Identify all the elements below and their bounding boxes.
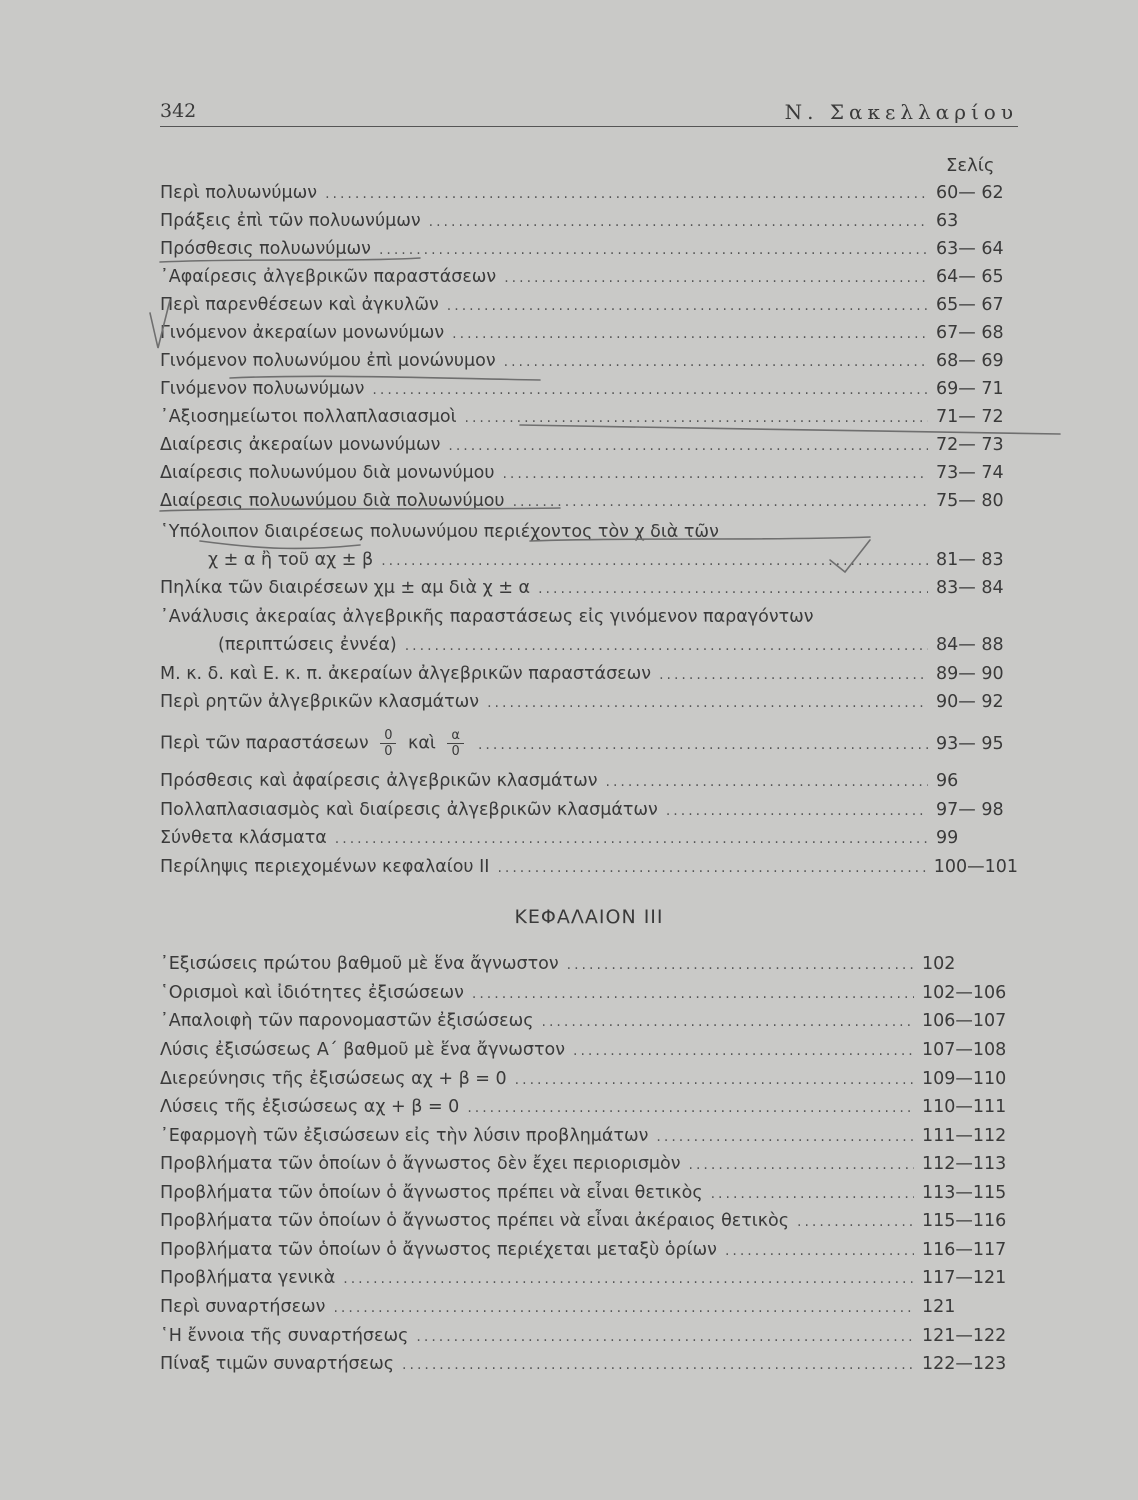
toc-entry: Σύνθετα κλάσματα ..... 99 [160, 828, 1018, 856]
toc-entry: Διερεύνησις τῆς ἐξισώσεως αχ + β = 0 ..... 109—110 [160, 1069, 1018, 1097]
page-number: 342 [160, 100, 197, 122]
toc-entry: Πράξεις ἐπὶ τῶν πολυωνύμων ..... 63 [160, 211, 1018, 239]
toc-entry: Περὶ παρενθέσεων καὶ ἀγκυλῶν ..... 65— 67 [160, 295, 1018, 323]
toc-entry: Διαίρεσις ἀκεραίων μονωνύμων ..... 72— 73 [160, 435, 1018, 463]
toc-entry: Προβλήματα γενικὰ ..... 117—121 [160, 1268, 1018, 1296]
toc-entry: Γινόμενον πολυωνύμων ..... 69— 71 [160, 379, 1018, 407]
toc-entry: Μ. κ. δ. καὶ Ε. κ. π. ἀκεραίων ἀλγεβρικῶν παραστάσεων ..... 89— 90 [160, 664, 1018, 692]
chapter-heading: ΚΕΦΑΛΑΙΟΝ III [514, 906, 664, 928]
toc-entry: Περίληψις περιεχομένων κεφαλαίου II ..... 100—101 [160, 857, 1018, 885]
fraction-a-over-0: $\frac{\alpha}{0}$ [447, 728, 464, 759]
toc-entry: Πολλαπλασιασμὸς καὶ διαίρεσις ἀλγεβρικῶν κλασμάτων ..... 97— 98 [160, 800, 1018, 828]
toc-entry: Λύσις ἐξισώσεως Α΄ βαθμοῦ μὲ ἕνα ἄγνωστον ..... 107—108 [160, 1040, 1018, 1068]
toc-entry: Πρόσθεσις καὶ ἀφαίρεσις ἀλγεβρικῶν κλασμάτων ..... 96 [160, 771, 1018, 799]
toc-entry: ᾿Εφαρμογὴ τῶν ἐξισώσεων εἰς τὴν λύσιν προβλημάτων ..... 111—112 [160, 1126, 1018, 1154]
toc-entry: Προβλήματα τῶν ὁποίων ὁ ἄγνωστος δὲν ἔχει περιορισμὸν ..... 112—113 [160, 1154, 1018, 1182]
toc-entry: Πίναξ τιμῶν συναρτήσεως ..... 122—123 [160, 1354, 1018, 1382]
toc-entry: ᾿Εξισώσεις πρώτου βαθμοῦ μὲ ἕνα ἄγνωστον ..... 102 [160, 954, 1018, 982]
column-heading: Σελίς [946, 155, 995, 176]
toc-entry: Λύσεις τῆς ἐξισώσεως αχ + β = 0 ..... 110—111 [160, 1097, 1018, 1125]
toc-entry: Περὶ πολυωνύμων ..... 60— 62 [160, 183, 1018, 211]
toc-entry: Πηλίκα τῶν διαιρέσεων χμ ± αμ διὰ χ ± α ..... 83— 84 [160, 578, 1018, 606]
toc-entry-continuation: χ ± α ἢ τοῦ αχ ± β ..... 81— 83 [208, 550, 1018, 578]
toc-entry: Προβλήματα τῶν ὁποίων ὁ ἄγνωστος περιέχεται μεταξὺ ὁρίων ..... 116—117 [160, 1240, 1018, 1268]
page-header [160, 100, 1018, 127]
running-head: Ν. Σακελλαρίου [784, 100, 1018, 124]
toc-entry: Περὶ τῶν παραστάσεων $\frac{0}{0}$ καὶ $\frac{\alpha}{0}$ ..... 93— 95 [160, 728, 1018, 764]
toc-entry: ῾Ορισμοὶ καὶ ἰδιότητες ἐξισώσεων ..... 102—106 [160, 983, 1018, 1011]
toc-entry: Προβλήματα τῶν ὁποίων ὁ ἄγνωστος πρέπει νὰ εἶναι ἀκέραιος θετικὸς ..... 115—116 [160, 1211, 1018, 1239]
toc-entry: ᾿Ανάλυσις ἀκεραίας ἀλγεβρικῆς παραστάσεως εἰς γινόμενον παραγόντων [160, 607, 814, 627]
toc-entry-continuation: (περιπτώσεις ἐννέα) ..... 84— 88 [218, 635, 1018, 663]
toc-entry: Περὶ συναρτήσεων ..... 121 [160, 1297, 1018, 1325]
toc-entry: ῾Υπόλοιπον διαιρέσεως πολυωνύμου περιέχοντος τὸν χ διὰ τῶν [160, 522, 719, 542]
toc-entry: ᾿Απαλοιφὴ τῶν παρονομαστῶν ἐξισώσεως ..... 106—107 [160, 1011, 1018, 1039]
fraction-0-over-0: $\frac{0}{0}$ [380, 728, 396, 759]
toc-entry: ῾Η ἔννοια τῆς συναρτήσεως ..... 121—122 [160, 1326, 1018, 1354]
toc-entry: Διαίρεσις πολυωνύμου διὰ πολυωνύμου ..... 75— 80 [160, 491, 1018, 519]
toc-entry: Γινόμενον πολυωνύμου ἐπὶ μονώνυμον ..... 68— 69 [160, 351, 1018, 379]
toc-entry: Γινόμενον ἀκεραίων μονωνύμων ..... 67— 68 [160, 323, 1018, 351]
toc-entry: Πρόσθεσις πολυωνύμων ..... 63— 64 [160, 239, 1018, 267]
toc-entry: Διαίρεσις πολυωνύμου διὰ μονωνύμου ..... 73— 74 [160, 463, 1018, 491]
toc-entry: ᾿Αφαίρεσις ἀλγεβρικῶν παραστάσεων ..... 64— 65 [160, 267, 1018, 295]
toc-entry: Προβλήματα τῶν ὁποίων ὁ ἄγνωστος πρέπει νὰ εἶναι θετικὸς ..... 113—115 [160, 1183, 1018, 1211]
toc-entry: ᾿Αξιοσημείωτοι πολλαπλασιασμοὶ ..... 71— 72 [160, 407, 1018, 435]
toc-entry: Περὶ ρητῶν ἀλγεβρικῶν κλασμάτων ..... 90— 92 [160, 692, 1018, 720]
